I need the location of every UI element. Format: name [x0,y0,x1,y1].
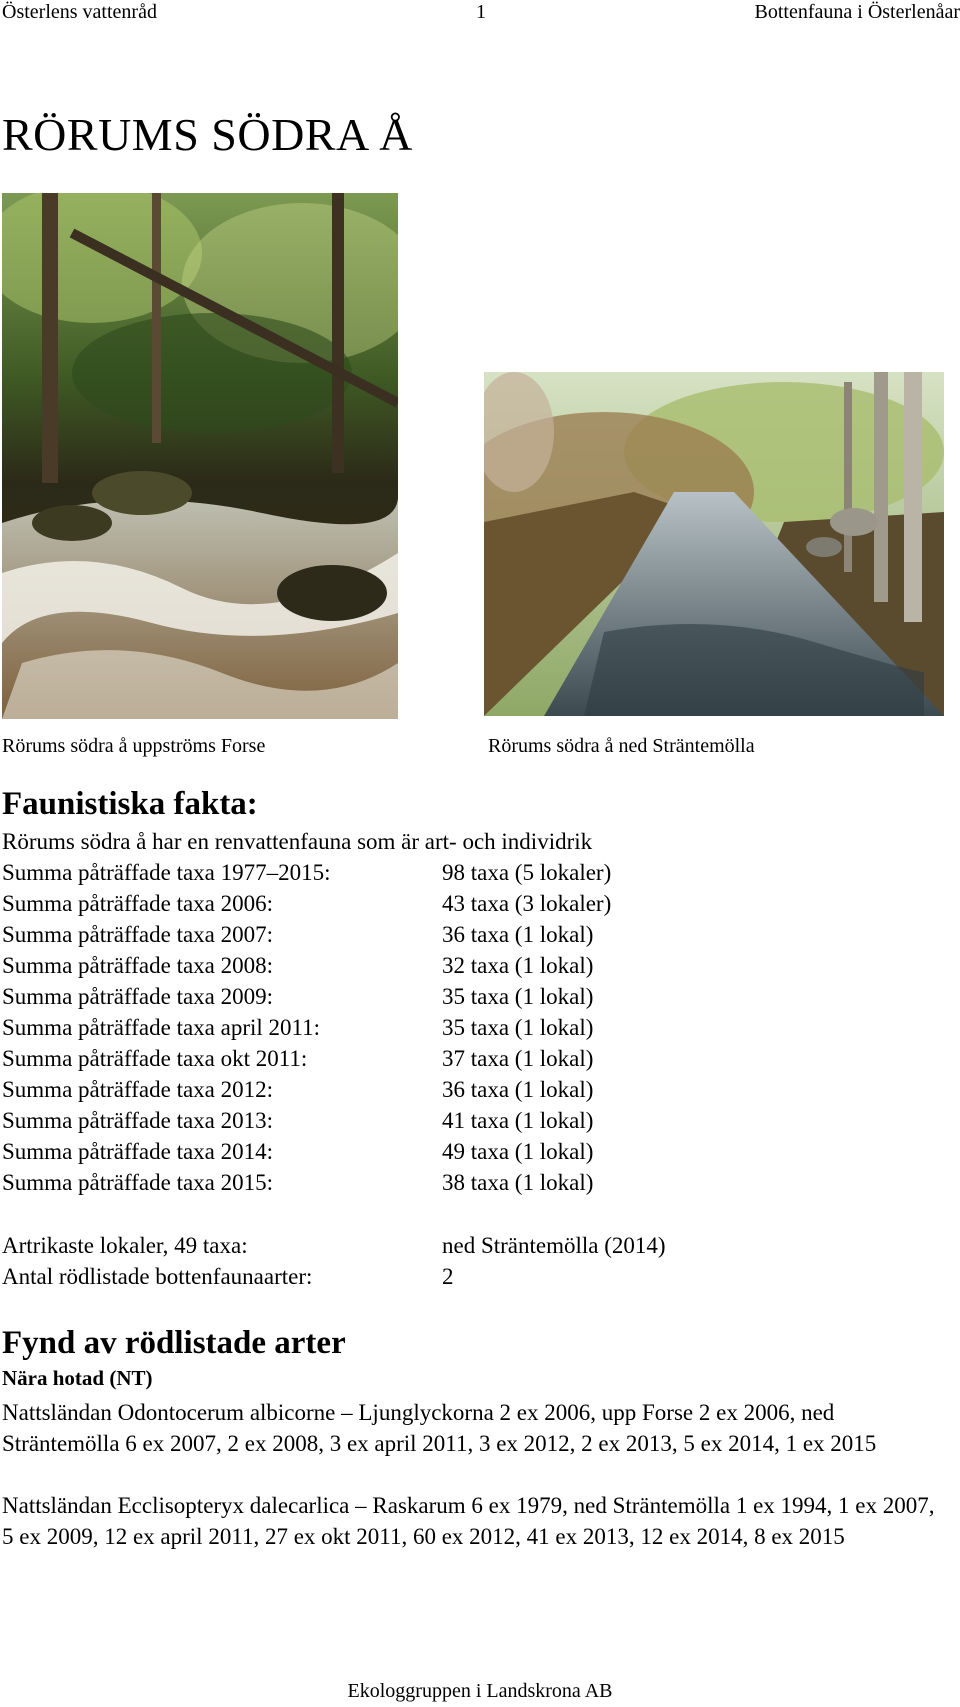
list-item [2,857,902,888]
row-label: Summa påträffade taxa 2014: [2,1139,274,1164]
row-label: Summa påträffade taxa april 2011: [2,1015,321,1040]
redlist-category: Nära hotad (NT) [2,1366,153,1390]
row-value: 43 taxa (3 lokaler) [442,891,612,916]
row-label: Artrikaste lokaler, 49 taxa: [2,1233,248,1258]
list-item [2,1043,902,1074]
list-item [2,919,902,950]
row-value: 49 taxa (1 lokal) [442,1139,594,1164]
page-title: RÖRUMS SÖDRA Å [2,109,413,160]
species-entry: Nattsländan Odontocerum albicorne – Ljunglyckorna 2 ex 2006, upp Forse 2 ex 2006, ned Sträntemölla 6 ex 2007, 2 ex 2008, 3 ex april 2011, 3 ex 2012, 2 ex 2013, 5 ex 2014, 1 ex 2015 [2,1400,877,1456]
row-value: 38 taxa (1 lokal) [442,1170,594,1195]
photo-rapids-upstream-forse [2,193,398,719]
list-item [2,950,902,981]
page-number: 1 [476,1,486,23]
row-label: Summa påträffade taxa 2012: [2,1077,274,1102]
row-label: Summa påträffade taxa 1977–2015: [2,860,331,885]
list-item [2,1136,902,1167]
list-item [2,1012,902,1043]
row-value: 37 taxa (1 lokal) [442,1046,594,1071]
row-value: 32 taxa (1 lokal) [442,953,594,978]
list-item [2,1167,902,1198]
list-item [2,1074,902,1105]
photo-caption-upstream: Rörums södra å uppströms Forse [2,735,266,757]
row-label: Summa påträffade taxa 2008: [2,953,274,978]
list-item [2,981,902,1012]
row-label: Summa påträffade taxa 2006: [2,891,274,916]
list-item [2,888,902,919]
artrikaste-lokaler-row [2,1230,902,1261]
row-value: 35 taxa (1 lokal) [442,1015,594,1040]
page-footer: Ekologgruppen i Landskrona AB [347,1680,613,1702]
row-value: 98 taxa (5 lokaler) [442,860,612,885]
row-label: Summa påträffade taxa 2013: [2,1108,274,1133]
row-label: Summa påträffade taxa 2015: [2,1170,274,1195]
section-heading-fynd: Fynd av rödlistade arter [2,1325,346,1361]
row-value: ned Sträntemölla (2014) [442,1233,666,1258]
row-label: Summa påträffade taxa 2009: [2,984,274,1009]
photo-caption-downstream: Rörums södra å ned Sträntemölla [488,735,755,757]
page-header [0,0,960,30]
header-left: Österlens vattenråd [2,1,157,23]
row-label: Summa påträffade taxa okt 2011: [2,1046,308,1071]
row-value: 41 taxa (1 lokal) [442,1108,594,1133]
row-value: 36 taxa (1 lokal) [442,1077,594,1102]
header-right: Bottenfauna i Österlenåar [754,1,960,23]
photo-stream-strantemolla [484,372,944,716]
taxa-summary-list [2,857,902,1198]
species-entry: Nattsländan Ecclisopteryx dalecarlica – Raskarum 6 ex 1979, ned Sträntemölla 1 ex 1994, 1 ex 2007, 5 ex 2009, 12 ex april 2011, 27 ex okt 2011, 60 ex 2012, 41 ex 2013, 12 ex 2014, 8 ex 2015 [2,1493,935,1549]
row-value: 35 taxa (1 lokal) [442,984,594,1009]
section-heading-fakta: Faunistiska fakta: [2,786,258,822]
list-item [2,1105,902,1136]
row-label: Summa påträffade taxa 2007: [2,922,274,947]
rodlistade-count-row [2,1261,902,1292]
row-label: Antal rödlistade bottenfaunaarter: [2,1264,313,1289]
fakta-intro: Rörums södra å har en renvattenfauna som är art- och individrik [2,829,593,854]
row-value: 36 taxa (1 lokal) [442,922,594,947]
row-value: 2 [442,1264,454,1289]
